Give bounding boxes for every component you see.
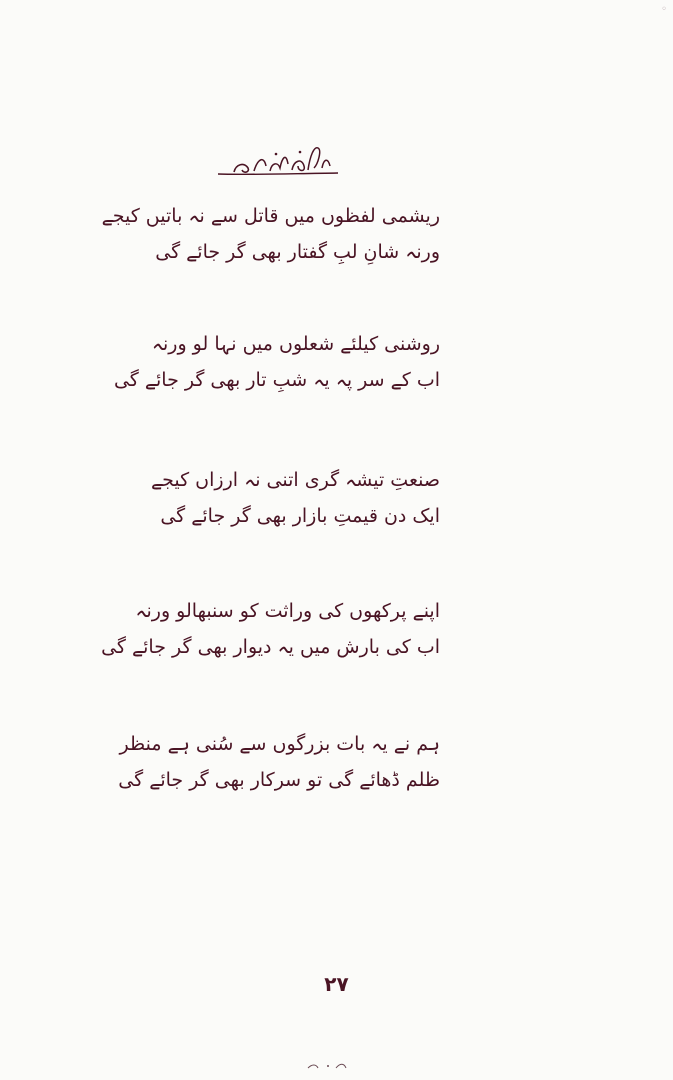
corner-mark: ◦ — [661, 4, 667, 15]
verse-line: اپنے پرکھوں کی وراثت کو سنبھالو ورنہ — [135, 600, 440, 622]
verse-line: اب کے سر پہ یہ شبِ تار بھی گر جائے گی — [113, 369, 440, 391]
stanza — [101, 593, 440, 665]
footer-ink-mark — [300, 1058, 360, 1072]
stanza — [113, 326, 440, 398]
verse-line: صنعتِ تیشہ گری اتنی نہ ارزاں کیجے — [150, 469, 440, 491]
verse-line: ورنہ شانِ لبِ گفتار بھی گر جائے گی — [155, 241, 440, 263]
verse-line: ایک دن قیمتِ بازار بھی گر جائے گی — [160, 505, 440, 527]
verse-line: اب کی بارش میں یہ دیوار بھی گر جائے گی — [101, 636, 440, 658]
verse-line: روشنی کیلئے شعلوں میں نہا لو ورنہ — [151, 333, 440, 355]
page-number: ۲۷ — [324, 972, 349, 996]
verse-line: ریشمی لفظوں میں قاتل سے نہ باتیں کیجے — [101, 205, 440, 227]
verse-line: ظلم ڈھائے گی تو سرکار بھی گر جائے گی — [118, 769, 440, 791]
verse-line: ہم نے یہ بات بزرگوں سے سُنی ہے منظر — [119, 733, 440, 755]
poet-signature-calligraphy — [214, 138, 344, 182]
stanza — [101, 198, 440, 270]
stanza — [150, 462, 440, 534]
stanza — [118, 726, 440, 798]
